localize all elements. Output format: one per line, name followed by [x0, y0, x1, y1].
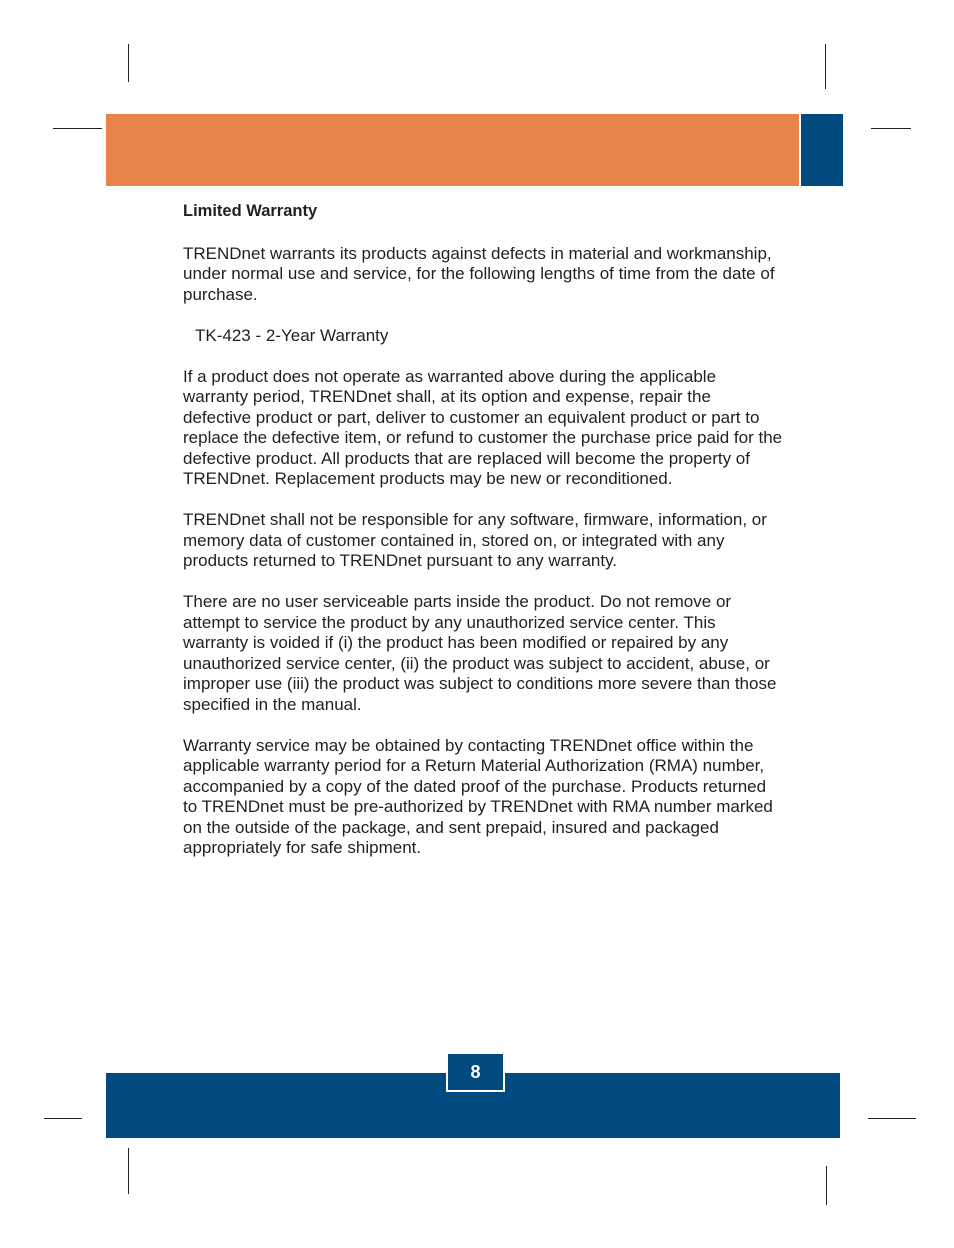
- crop-mark-top-left-h: [53, 128, 102, 129]
- paragraph: There are no user serviceable parts inside the product. Do not remove or attempt to service the product by any unauthorized service center. This warranty is voided if (i) the product has been modified or repaired by any unauthorized service center, (ii) the product was subject to accident, abuse, or improper use (iii) the product was subject to conditions more severe than those specified in the manual.: [183, 592, 777, 714]
- paragraph: If a product does not operate as warranted above during the applicable warranty period, TRENDnet shall, at its option and expense, repair the defective product or part, deliver to customer an equivalent product or part to replace the defective item, or refund to customer the purchase price paid for the defective product. All products that are replaced will become the property of TRENDnet. Replacement products may be new or reconditioned.: [183, 366, 783, 488]
- paragraph: Warranty service may be obtained by contacting TRENDnet office within the applicable warranty period for a Return Material Authorization (RMA) number, accompanied by a copy of the dated proof of the purchase. Products returned to TRENDnet must be pre-authorized by TRENDnet with RMA number marked on the outside of the package, and sent prepaid, insured and packaged appropriately for safe shipment.: [183, 735, 773, 857]
- crop-mark-bottom-left: [128, 1148, 129, 1194]
- header-tab: [801, 114, 843, 186]
- paragraph: TRENDnet warrants its products against defects in material and workmanship, under normal use and service, for the following lengths of time from the date of purchase.: [183, 243, 775, 304]
- paragraph: TRENDnet shall not be responsible for any software, firmware, information, or memory data of customer contained in, stored on, or integrated with any products returned to TRENDnet pursuant to any warranty.: [183, 510, 767, 570]
- header-bar: [106, 114, 799, 186]
- crop-mark-top-right-h: [871, 128, 911, 129]
- warranty-term: TK-423 - 2-Year Warranty: [195, 325, 389, 345]
- crop-mark-top-right: [825, 44, 826, 89]
- crop-mark-bottom-right-h: [868, 1118, 916, 1119]
- crop-mark-bottom-right: [826, 1166, 827, 1205]
- section-title: Limited Warranty: [183, 202, 318, 220]
- page-number: 8: [446, 1052, 505, 1092]
- crop-mark-bottom-left-h: [44, 1118, 82, 1119]
- document-body: [183, 199, 783, 879]
- crop-mark-top-left: [128, 44, 129, 82]
